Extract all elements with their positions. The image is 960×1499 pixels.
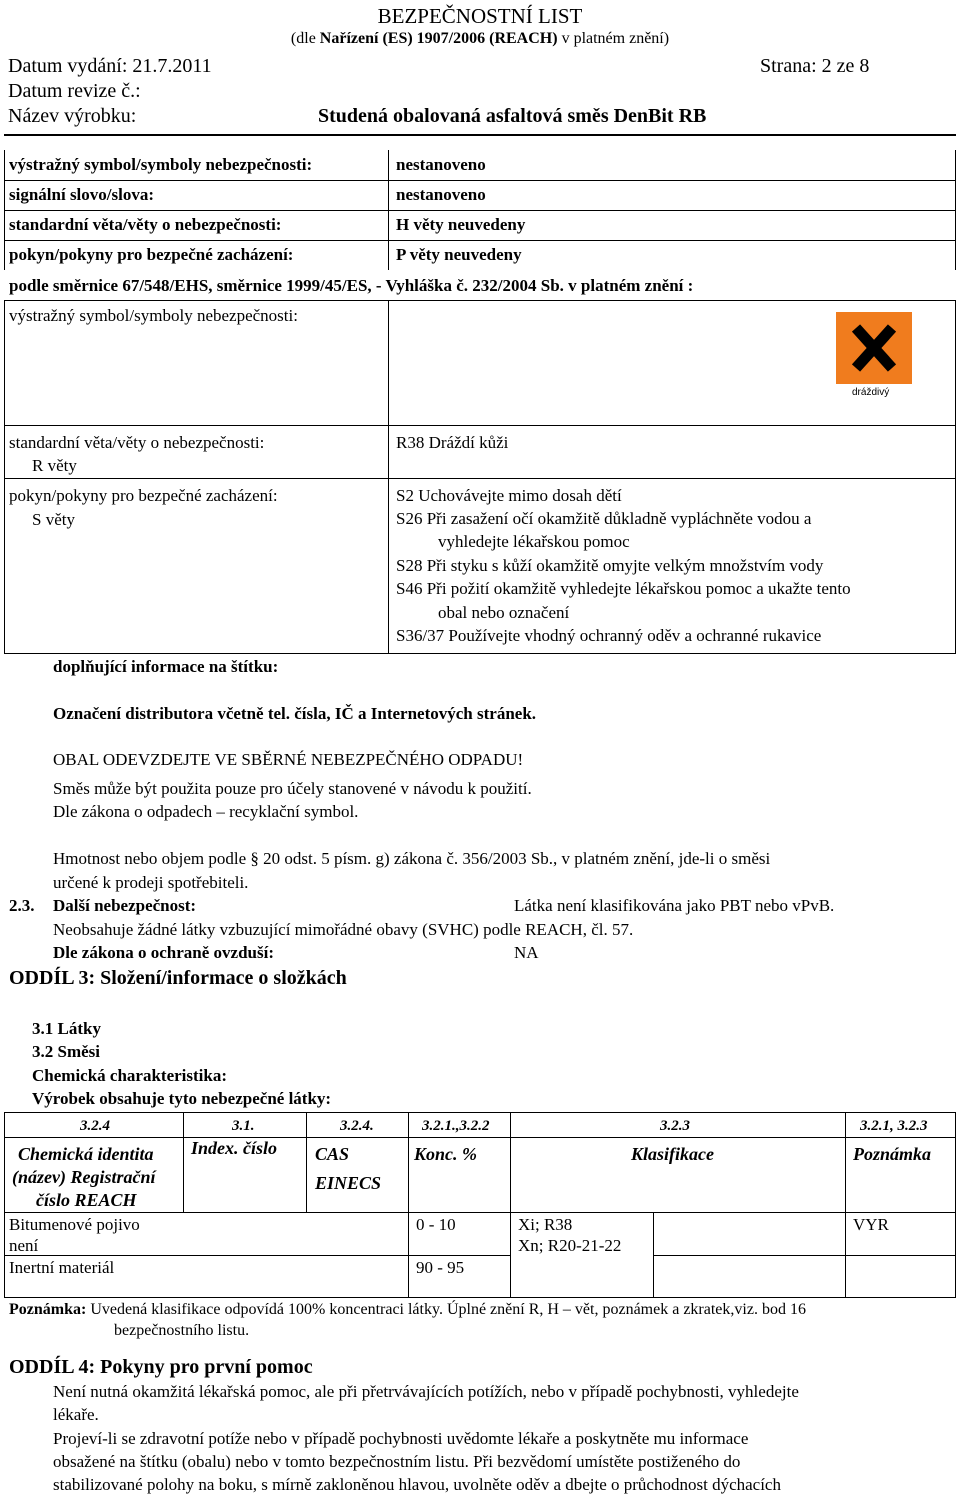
s28-phrase: S28 Při styku s kůží okamžitě omyjte velkým množstvím vody bbox=[396, 556, 824, 575]
issue-date: Datum vydání: 21.7.2011 bbox=[8, 55, 212, 77]
usage-note: Směs může být použita pouze pro účely stanovené v návodu k použití. bbox=[53, 779, 532, 798]
dsd-bottom-rule bbox=[4, 653, 956, 654]
s46-phrase: S46 Při požití okamžitě vyhledejte lékařskou pomoc a ukažte tento bbox=[396, 579, 851, 598]
col-header-identity: číslo REACH bbox=[36, 1190, 137, 1210]
s2-phrase: S2 Uchovávejte mimo dosah dětí bbox=[396, 486, 622, 505]
col-header-classification: Klasifikace bbox=[631, 1144, 714, 1164]
chem-characteristic: Chemická charakteristika: bbox=[32, 1066, 228, 1085]
col-header-einecs: EINECS bbox=[315, 1173, 382, 1193]
table-cell-conc: 0 - 10 bbox=[416, 1215, 456, 1234]
table-col-rule bbox=[845, 1112, 846, 1212]
irritant-x-icon bbox=[836, 312, 912, 384]
s3637-phrase: S36/37 Používejte vhodný ochranný oděv a ochranné rukavice bbox=[396, 626, 822, 645]
other-hazards-number: 2.3. bbox=[9, 896, 35, 915]
product-label: Název výrobku: bbox=[8, 105, 137, 127]
r38-phrase: R38 Dráždí kůži bbox=[396, 433, 509, 452]
table-col-rule bbox=[306, 1112, 307, 1212]
recycle-note: Dle zákona o odpadech – recyklační symbol. bbox=[53, 802, 359, 821]
col-header-identity: Chemická identita bbox=[18, 1144, 154, 1164]
clp-row-rule bbox=[4, 180, 956, 181]
weight-note: Hmotnost nebo objem podle § 20 odst. 5 písm. g) zákona č. 356/2003 Sb., v platném znění, jde-li o směsi bbox=[53, 849, 771, 868]
dsd-row-rule bbox=[4, 478, 956, 479]
clp-row-value: nestanoveno bbox=[396, 155, 486, 174]
dsd-divider bbox=[388, 300, 389, 654]
first-aid-text: stabilizované polohy na boku, s mírně zakloněnou hlavou, uvolněte oděv a dbejte o průchodnost dýchacích bbox=[53, 1475, 781, 1494]
clp-row-value: P věty neuvedeny bbox=[396, 245, 522, 264]
s-sublabel: S věty bbox=[32, 510, 75, 529]
dsd-grid bbox=[4, 300, 956, 654]
table-ref: 3.2.3 bbox=[660, 1118, 690, 1134]
col-header-concentration: Konc. % bbox=[414, 1144, 477, 1164]
other-hazards-value: Látka není klasifikována jako PBT nebo vPvB. bbox=[514, 896, 835, 915]
air-law-value: NA bbox=[514, 943, 539, 962]
air-law-label: Dle zákona o ochraně ovzduší: bbox=[53, 943, 274, 962]
s26-phrase: S26 Při zasažení očí okamžitě důkladně vypláchněte vodou a bbox=[396, 509, 812, 528]
weight-note-cont: určené k prodeji spotřebiteli. bbox=[53, 873, 249, 892]
table-col-rule bbox=[4, 1112, 5, 1298]
r-label: standardní věta/věty o nebezpečnosti: bbox=[9, 433, 265, 452]
section3-heading: ODDÍL 3: Složení/informace o složkách bbox=[9, 967, 347, 989]
page-number: Strana: 2 ze 8 bbox=[760, 55, 870, 77]
directive-line: podle směrnice 67/548/EHS, směrnice 1999/45/ES, - Vyhláška č. 232/2004 Sb. v platném znění : bbox=[9, 276, 694, 295]
table-cell-name: Bitumenové pojivo bbox=[9, 1215, 140, 1234]
first-aid-text: Projeví-li se zdravotní potíže nebo v případě pochybnosti uvědomte lékaře a poskytněte mu informace bbox=[53, 1429, 749, 1448]
r-sublabel: R věty bbox=[32, 456, 77, 475]
first-aid-text: Není nutná okamžitá lékařská pomoc, ale při přetrvávajících potížích, nebo v případě pochybnosti, vyhledejte bbox=[53, 1382, 799, 1401]
revision-date: Datum revize č.: bbox=[8, 80, 141, 102]
clp-row-label: standardní věta/věty o nebezpečnosti: bbox=[9, 215, 282, 234]
dsd-row-rule bbox=[4, 425, 956, 426]
col-header-identity: (název) Registrační bbox=[12, 1167, 156, 1187]
svhc-note: Neobsahuje žádné látky vzbuzující mimořádné obavy (SVHC) podle REACH, čl. 57. bbox=[53, 920, 634, 939]
table-ref: 3.2.4 bbox=[80, 1118, 110, 1134]
contains-label: Výrobek obsahuje tyto nebezpečné látky: bbox=[32, 1089, 332, 1108]
regulation-subtitle: (dle Nařízení (ES) 1907/2006 (REACH) v platném znění) bbox=[290, 30, 670, 47]
section3-mixtures: 3.2 Směsi bbox=[32, 1042, 100, 1061]
table-rule bbox=[4, 1112, 956, 1113]
dsd-top-rule bbox=[4, 300, 956, 301]
clp-row-rule bbox=[4, 240, 956, 241]
table-cell-note: VYR bbox=[853, 1215, 889, 1234]
table-rule bbox=[653, 1255, 956, 1256]
clp-row-label: pokyn/pokyny pro bezpečné zacházení: bbox=[9, 245, 294, 264]
clp-row-value: nestanoveno bbox=[396, 185, 486, 204]
col-header-cas: CAS bbox=[315, 1144, 350, 1164]
table-cell-reg: není bbox=[9, 1236, 39, 1255]
section4-heading: ODDÍL 4: Pokyny pro první pomoc bbox=[9, 1356, 313, 1378]
clp-row-rule bbox=[4, 210, 956, 211]
other-hazards-label: Další nebezpečnost: bbox=[53, 896, 197, 915]
table-ref: 3.2.1.,3.2.2 bbox=[422, 1118, 490, 1134]
header-rule bbox=[4, 134, 956, 136]
section3-substances: 3.1 Látky bbox=[32, 1019, 101, 1038]
table-note: Poznámka: Uvedená klasifikace odpovídá 100% koncentraci látky. Úplné znění R, H – vět, poznámek a zkratek,viz. bod 16 bbox=[9, 1301, 806, 1318]
clp-row-label: signální slovo/slova: bbox=[9, 185, 155, 204]
first-aid-text: lékaře. bbox=[53, 1405, 99, 1424]
table-cell-class: Xi; R38 bbox=[518, 1215, 573, 1234]
distributor-note: Označení distributora včetně tel. čísla, IČ a Internetových stránek. bbox=[53, 704, 537, 723]
table-col-rule bbox=[408, 1112, 409, 1298]
s26-phrase-cont: vyhledejte lékařskou pomoc bbox=[438, 532, 630, 551]
table-ref: 3.1. bbox=[232, 1118, 255, 1134]
table-ref: 3.2.1, 3.2.3 bbox=[860, 1118, 928, 1134]
irritant-pictogram bbox=[836, 312, 912, 384]
product-name: Studená obalovaná asfaltová směs DenBit RB bbox=[318, 105, 707, 127]
col-header-index: Index. číslo bbox=[191, 1138, 278, 1158]
table-cell-name: Inertní materiál bbox=[9, 1258, 115, 1277]
table-cell-conc: 90 - 95 bbox=[416, 1258, 465, 1277]
table-note-cont: bezpečnostního listu. bbox=[114, 1322, 250, 1339]
s46-phrase-cont: obal nebo označení bbox=[438, 603, 570, 622]
clp-row-label: výstražný symbol/symboly nebezpečnosti: bbox=[9, 155, 313, 174]
s-label: pokyn/pokyny pro bezpečné zacházení: bbox=[9, 486, 278, 505]
table-col-rule bbox=[183, 1112, 184, 1212]
table-col-rule bbox=[510, 1112, 511, 1298]
table-ref: 3.2.4. bbox=[340, 1118, 374, 1134]
waste-note: OBAL ODEVZDEJTE VE SBĚRNÉ NEBEZPEČNÉHO ODPADU! bbox=[53, 750, 524, 769]
table-cell-class: Xn; R20-21-22 bbox=[518, 1236, 622, 1255]
first-aid-text: obsažené na štítku (obalu) nebo v tomto bezpečnostním listu. Při bezvědomí umístěte postiženého do bbox=[53, 1452, 741, 1471]
label-info: doplňující informace na štítku: bbox=[53, 657, 279, 676]
table-rule bbox=[4, 1255, 511, 1256]
document-title: BEZPEČNOSTNÍ LIST bbox=[377, 4, 583, 28]
col-header-note: Poznámka bbox=[853, 1144, 932, 1164]
pictogram-caption: dráždivý bbox=[852, 387, 890, 398]
symbol-label: výstražný symbol/symboly nebezpečnosti: bbox=[9, 306, 298, 325]
clp-row-value: H věty neuvedeny bbox=[396, 215, 526, 234]
table-rule bbox=[4, 1137, 956, 1138]
